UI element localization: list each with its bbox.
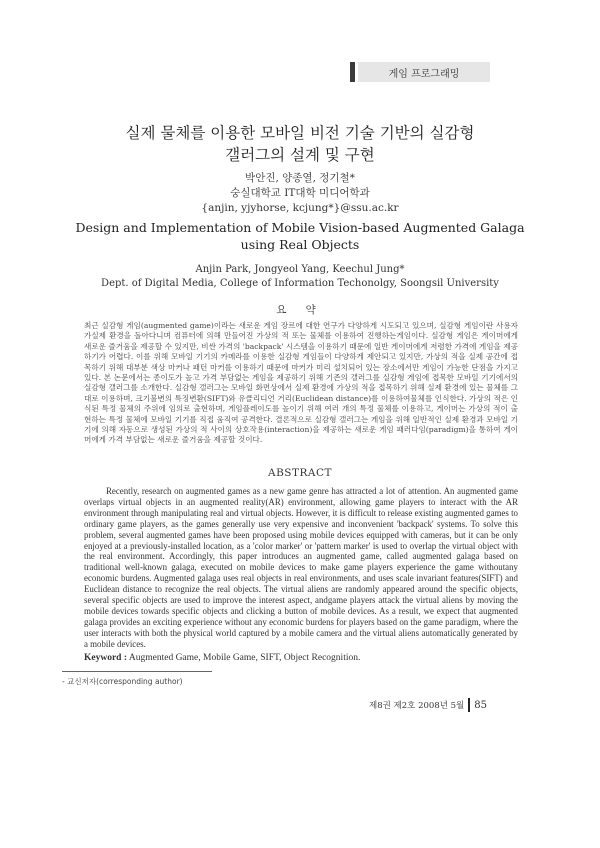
section-tag — [350, 62, 490, 82]
keywords-line — [84, 653, 518, 663]
section-tag-bar — [350, 62, 355, 82]
korean-affiliation: 숭실대학교 IT대학 미디어학과 — [230, 187, 370, 199]
korean-title-line-2: 갤러그의 설계 및 구현 — [225, 146, 375, 164]
english-title-line-2: using Real Objects — [240, 237, 360, 252]
english-title-line-1: Design and Implementation of Mobile Vision-based Augmented Galaga — [75, 220, 525, 235]
english-author-block — [0, 263, 600, 291]
footer-separator — [468, 698, 470, 712]
korean-abstract-heading: 요 약 — [276, 304, 324, 316]
korean-author-block — [0, 171, 600, 216]
english-affiliation: Dept. of Digital Media, College of Information Techonolgy, Soongsil University — [101, 278, 499, 289]
korean-title-line-1: 실제 물체를 이용한 모바일 비전 기술 기반의 실감형 — [125, 124, 475, 142]
english-title — [0, 219, 600, 253]
page-footer — [369, 698, 487, 712]
journal-issue: 제8권 제2호 2008년 5월 — [369, 701, 465, 711]
page-number: 85 — [474, 699, 487, 711]
english-author-names: Anjin Park, Jongyeol Yang, Keechul Jung* — [195, 264, 405, 275]
keywords-label: Keyword : — [84, 653, 128, 663]
section-tag-label: 게임 프로그래밍 — [358, 62, 490, 82]
author-emails: {anjin, yjyhorse, kcjung*}@ssu.ac.kr — [201, 202, 399, 214]
english-abstract-heading: ABSTRACT — [267, 467, 333, 479]
english-abstract-body: Recently, research on augmented games as a new game genre has attracted a lot of attention. An augmented game overlaps virtual objects in an augmented reality(AR) environment, allowing game players to interact with the AR environment through manipulating real and virtual objects. However, it is difficult to release existing augmented games to ordinary game players, as the games generally use very expensive and inconvenient 'backpack' systems. To solve this problem, several augmented games have been proposed using mobile devices equipped with cameras, but it can be only enjoyed at a previously-installed location, as a 'color marker' or 'pattern marker' is used to overlap the virtual object with the real environment. Accordingly, this paper introduces an augmented game, called augmented galaga based on traditional well-known galaga, executed on mobile devices to make game players experience the game withoutany economic burdens. Augmented galaga uses real objects in real environments, and uses scale invariant features(SIFT) and Euclidean distance to recognize the real objects. The virtual aliens are randomly appeared around the specific objects, several specific objects are used to improve the interest aspect, andgame players attack the virtual aliens by moving the mobile devices towards specific objects and clicking a button of mobile devices. As a result, we expect that augmented galaga provides an exciting experience without any economic burdens for players based on the game paradigm, where the user interacts with both the physical world captured by a mobile camera and the virtual aliens automatically generated by a mobile devices. — [84, 486, 518, 649]
footnote-divider — [62, 671, 212, 672]
corresponding-author-footnote: - 교신저자(corresponding author) — [62, 677, 183, 686]
korean-author-names: 박안진, 양종열, 정기철* — [245, 172, 355, 184]
korean-abstract-body: 최근 실감형 게임(augmented game)이라는 새로운 게임 장르에 대한 연구가 다양하게 시도되고 있으며, 실감형 게임이란 사용자가실제 환경을 돌아다니며 컴퓨터에 의해 만들어진 가상의 적 또는 물체를 이용하여 진행하는게임이다. 실감형 게임은 게이머에게 새로운 즐거움을 제공할 수 있지만, 비싼 가격의 'backpack' 시스템을 이용하기 때문에 일반 게이머에게 저렴한 가격에 게임을 제공하기가 어렵다. 이를 위해 모바일 기기의 카메라를 이용한 실감형 게임들이 다양하게 제안되고 있지만, 가상의 적을 실제 공간에 접목하기 위해 대부분 색상 마커나 패턴 마커를 이용하기 때문에 마커가 미리 설치되어 있는 장소에서만 게임이 가능한 단점을 가지고 있다. 본 논문에서는 종이도가 높고 가격 부담없는 게임을 제공하기 위해 기존의 갤러그를 실감형 게임에 접목한 모바일 기기에서의 실감형 갤러그를 소개한다. 실감형 갤러그는 모바일 화면상에서 실제 환경에 가상의 적을 접목하기 위해 실제 환경에 있는 물체를 그대로 이용하며, 크기불변의 특징변환(SIFT)와 유클리디언 거리(Euclidean distance)를 이용하여물체를 인식한다. 가상의 적은 인식된 특정 물체의 주위에 임의로 출현하며, 게임플레이도를 높이기 위해 여러 개의 특정 물체를 이용하고, 게이머는 가상의 적이 출현하는 특정 물체에 모바일 기기를 직접 움직여 공격한다. 결론적으로 실감형 갤러그는 게임을 위해 일반적인 실제 환경과 모바일 기기에 의해 자동으로 생성된 가상의 적 사이의 상호작용(interaction)을 제공하는 새로운 게임 패러다임(paradigm)을 통하여 게이머에게 가격 부담없는 새로운 즐거움을 제공할 것이다. — [84, 321, 518, 445]
korean-title — [0, 122, 600, 166]
keywords-text: Augmented Game, Mobile Game, SIFT, Object Recognition. — [128, 653, 361, 663]
